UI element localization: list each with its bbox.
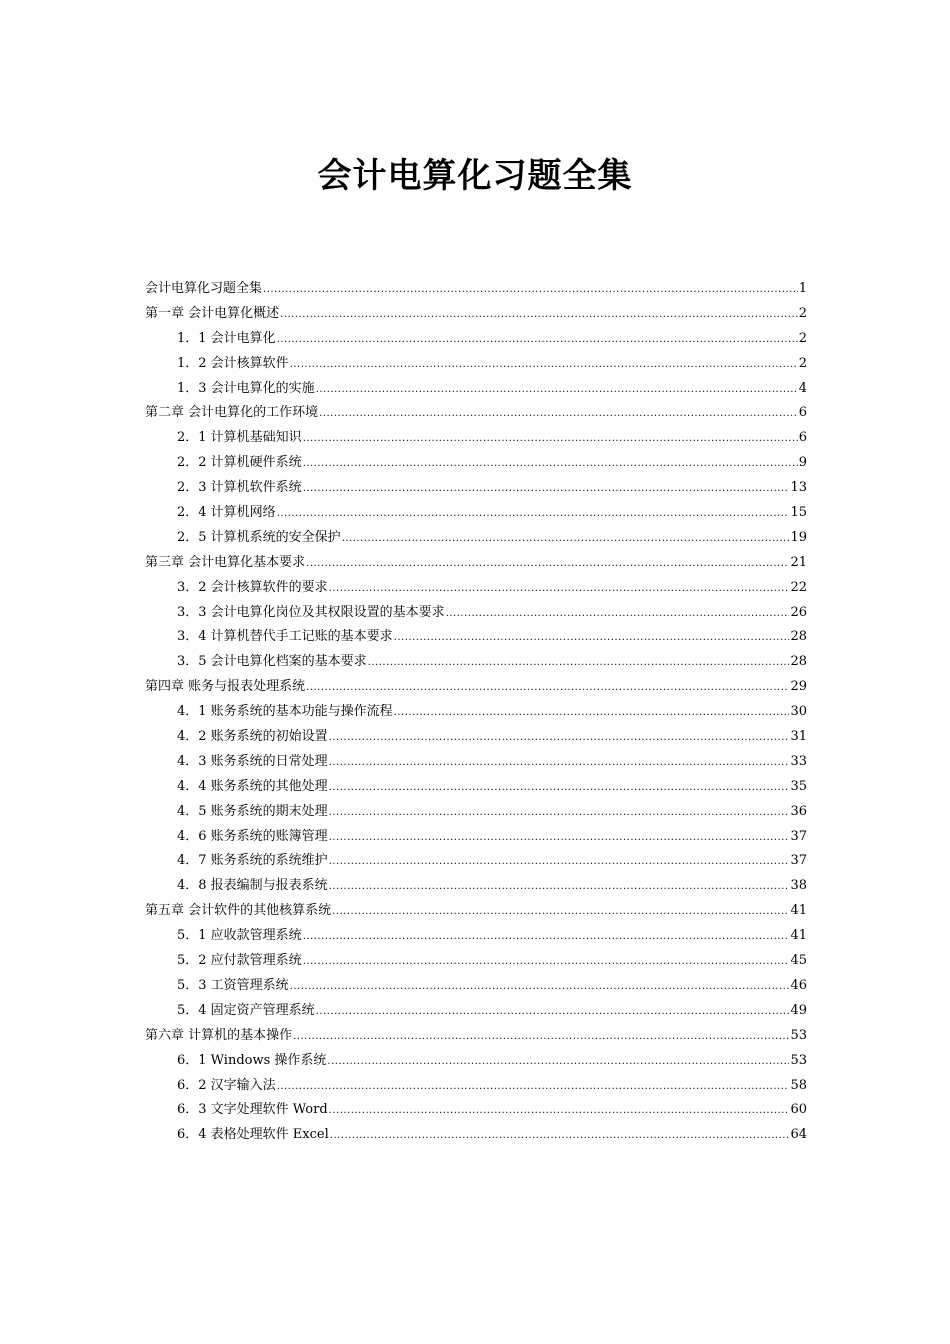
toc-entry-label: 4．7 账务系统的系统维护 [177,853,328,869]
toc-entry-page-number: 28 [790,654,807,670]
toc-chapter-entry[interactable] [145,899,807,924]
toc-chapter-entry[interactable] [145,401,807,426]
toc-entry-page-number: 60 [790,1102,807,1118]
toc-entry-label: 第六章 计算机的基本操作 [145,1027,293,1043]
toc-section-entry[interactable] [145,1098,807,1123]
toc-entry-label: 6．1 Windows 操作系统 [177,1052,327,1068]
toc-dot-leader [316,1006,790,1017]
toc-section-entry[interactable] [145,601,807,626]
toc-entry-page-number: 49 [790,1002,807,1018]
toc-entry-label: 3．2 会计核算软件的要求 [177,579,328,595]
toc-entry-page-number: 15 [790,505,807,521]
toc-entry-label: 会计电算化习题全集 [145,281,263,296]
toc-section-entry[interactable] [145,725,807,750]
table-of-contents [145,277,807,1148]
toc-dot-leader [394,707,790,718]
toc-dot-leader [342,533,790,544]
toc-dot-leader [290,981,790,992]
toc-entry-label: 4．6 账务系统的账簿管理 [177,828,328,844]
toc-dot-leader [368,657,790,668]
toc-entry-label: 3．3 会计电算化岗位及其权限设置的基本要求 [177,604,445,620]
toc-entry-label: 4．8 报表编制与报表系统 [177,878,328,894]
toc-entry-label: 第四章 账务与报表处理系统 [145,679,306,695]
toc-entry-label: 2．5 计算机系统的安全保护 [177,529,341,545]
toc-entry-page-number: 21 [790,554,807,570]
toc-section-entry[interactable] [145,949,807,974]
toc-dot-leader [277,508,790,519]
toc-entry-label: 3．5 会计电算化档案的基本要求 [177,654,367,670]
toc-section-entry[interactable] [145,1074,807,1099]
toc-entry-label: 1．1 会计电算化 [177,330,276,346]
toc-entry-page-number: 2 [798,330,807,346]
toc-entry-page-number: 26 [790,604,807,620]
toc-entry-page-number: 19 [790,529,807,545]
toc-section-entry[interactable] [145,800,807,825]
toc-dot-leader [330,1130,790,1141]
toc-entry-page-number: 31 [790,729,807,745]
toc-entry-label: 5．2 应付款管理系统 [177,953,302,969]
toc-entry-page-number: 28 [790,629,807,645]
toc-entry-page-number: 6 [798,405,807,421]
toc-entry-page-number: 6 [798,430,807,446]
toc-section-entry[interactable] [145,576,807,601]
toc-dot-leader [329,881,790,892]
toc-section-entry[interactable] [145,377,807,402]
toc-entry-label: 4．3 账务系统的日常处理 [177,753,328,769]
toc-entry-label: 4．1 账务系统的基本功能与操作流程 [177,704,393,720]
toc-entry-page-number: 35 [790,778,807,794]
toc-entry-label: 4．4 账务系统的其他处理 [177,778,328,794]
toc-dot-leader [329,583,790,594]
toc-dot-leader [277,1081,790,1092]
toc-section-entry[interactable] [145,426,807,451]
toc-dot-leader [303,956,790,967]
toc-dot-leader [329,856,790,867]
toc-entry-page-number: 37 [790,853,807,869]
toc-section-entry[interactable] [145,924,807,949]
toc-dot-leader [280,309,798,320]
toc-entry-label: 第一章 会计电算化概述 [145,305,280,321]
toc-entry-page-number: 53 [790,1027,807,1043]
toc-section-entry[interactable] [145,1049,807,1074]
toc-dot-leader [293,1031,789,1042]
toc-entry-label: 5．1 应收款管理系统 [177,928,302,944]
toc-entry-page-number: 4 [798,380,807,396]
toc-entry-label: 第二章 会计电算化的工作环境 [145,405,319,421]
toc-entry-page-number: 37 [790,828,807,844]
toc-section-entry[interactable] [145,352,807,377]
toc-entry-label: 4．2 账务系统的初始设置 [177,729,328,745]
toc-entry-page-number: 46 [790,977,807,993]
toc-dot-leader [306,682,789,693]
toc-section-entry[interactable] [145,849,807,874]
toc-entry-label: 1．3 会计电算化的实施 [177,380,315,396]
toc-dot-leader [303,483,790,494]
toc-section-entry[interactable] [145,825,807,850]
toc-dot-leader [277,334,798,345]
toc-entry-label: 2．4 计算机网络 [177,505,276,521]
toc-entry-label: 5．4 固定资产管理系统 [177,1002,315,1018]
toc-entry-page-number: 2 [798,305,807,321]
toc-section-entry[interactable] [145,874,807,899]
toc-entry-page-number: 9 [798,455,807,471]
toc-chapter-entry[interactable] [145,277,807,302]
toc-entry-page-number: 38 [790,878,807,894]
toc-section-entry[interactable] [145,526,807,551]
toc-entry-label: 第三章 会计电算化基本要求 [145,554,306,570]
toc-dot-leader [329,782,790,793]
toc-entry-label: 6．3 文字处理软件 Word [177,1102,328,1118]
toc-entry-page-number: 13 [790,480,807,496]
toc-section-entry[interactable] [145,974,807,999]
toc-dot-leader [263,284,798,295]
toc-dot-leader [329,807,790,818]
toc-dot-leader [329,757,790,768]
toc-dot-leader [306,558,789,569]
toc-section-entry[interactable] [145,650,807,675]
toc-dot-leader [446,608,790,619]
toc-entry-page-number: 41 [790,903,807,919]
toc-entry-label: 6．2 汉字输入法 [177,1077,276,1093]
toc-entry-label: 2．3 计算机软件系统 [177,480,302,496]
toc-section-entry[interactable] [145,999,807,1024]
toc-entry-page-number: 29 [790,679,807,695]
toc-section-entry[interactable] [145,775,807,800]
toc-dot-leader [316,384,798,395]
toc-dot-leader [303,458,798,469]
toc-section-entry[interactable] [145,451,807,476]
toc-entry-page-number: 33 [790,753,807,769]
toc-entry-page-number: 30 [790,704,807,720]
toc-section-entry[interactable] [145,476,807,501]
toc-chapter-entry[interactable] [145,551,807,576]
toc-entry-label: 1．2 会计核算软件 [177,355,289,371]
toc-entry-page-number: 2 [798,355,807,371]
toc-chapter-entry[interactable] [145,302,807,327]
toc-dot-leader [319,408,798,419]
toc-entry-page-number: 22 [790,579,807,595]
toc-dot-leader [329,1105,790,1116]
toc-dot-leader [332,906,789,917]
toc-entry-page-number: 45 [790,953,807,969]
toc-entry-label: 2．1 计算机基础知识 [177,430,302,446]
toc-entry-label: 2．2 计算机硬件系统 [177,455,302,471]
toc-section-entry[interactable] [145,501,807,526]
toc-dot-leader [394,632,790,643]
toc-dot-leader [329,732,790,743]
toc-entry-label: 3．4 计算机替代手工记账的基本要求 [177,629,393,645]
toc-section-entry[interactable] [145,700,807,725]
toc-chapter-entry[interactable] [145,1024,807,1049]
page-title: 会计电算化习题全集 [317,156,633,196]
toc-entry-page-number: 58 [790,1077,807,1093]
toc-entry-label: 第五章 会计软件的其他核算系统 [145,903,332,919]
toc-entry-label: 5．3 工资管理系统 [177,977,289,993]
toc-section-entry[interactable] [145,327,807,352]
toc-entry-page-number: 53 [790,1052,807,1068]
toc-chapter-entry[interactable] [145,675,807,700]
toc-dot-leader [290,359,798,370]
toc-entry-page-number: 36 [790,803,807,819]
toc-dot-leader [303,931,790,942]
toc-entry-label: 6．4 表格处理软件 Excel [177,1127,329,1143]
toc-entry-label: 4．5 账务系统的期末处理 [177,803,328,819]
toc-entry-page-number: 41 [790,928,807,944]
toc-section-entry[interactable] [145,625,807,650]
toc-section-entry[interactable] [145,1123,807,1148]
toc-dot-leader [329,832,790,843]
toc-entry-page-number: 1 [798,281,807,296]
toc-dot-leader [303,433,798,444]
toc-dot-leader [327,1056,789,1067]
toc-section-entry[interactable] [145,750,807,775]
toc-entry-page-number: 64 [790,1127,807,1143]
